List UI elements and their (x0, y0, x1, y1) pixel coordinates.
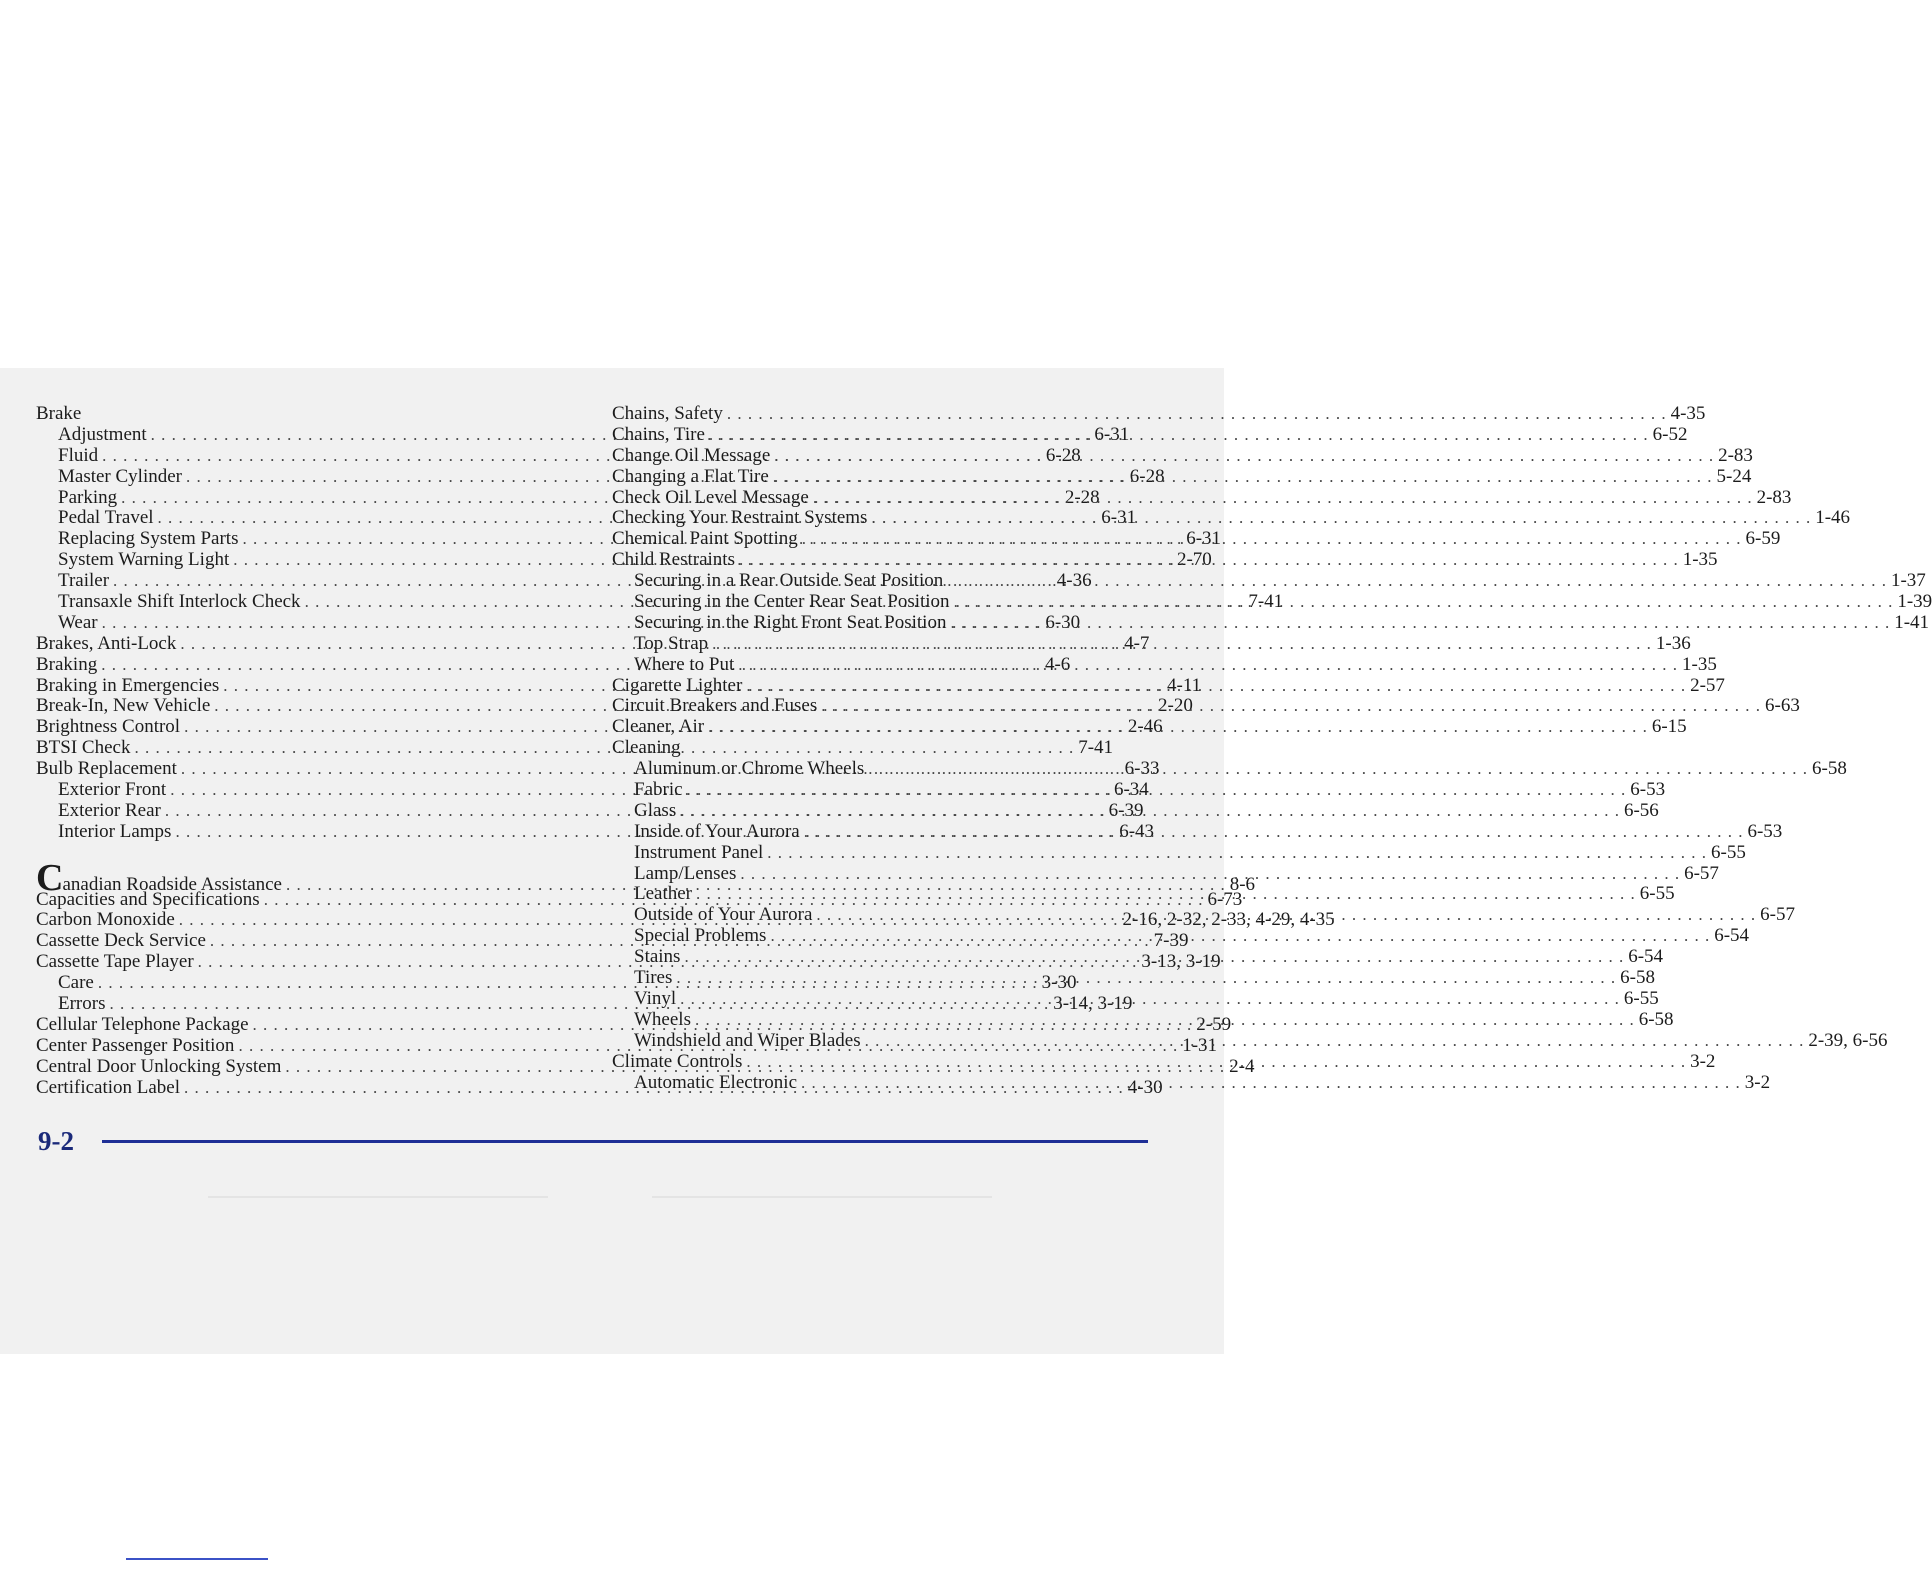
index-entry-text: Braking (36, 653, 98, 675)
index-entry-label (36, 634, 176, 655)
index-entry-text: Pedal Travel (58, 507, 154, 529)
index-entry (612, 967, 1655, 989)
index-entry-text: Brightness Control (36, 716, 181, 738)
index-entry-page: 6-73 (1207, 888, 1243, 910)
index-entry-label (58, 467, 182, 488)
index-entry-page: 6-55 (1711, 841, 1746, 863)
index-entry-page: 3-2 (1744, 1071, 1771, 1093)
index-entry-page: 1-36 (1655, 632, 1691, 654)
index-entry-text: Fluid (58, 444, 99, 466)
index-entry-text: Child Restraints (612, 549, 735, 571)
index-entry-label (36, 890, 260, 911)
index-entry-text: Central Door Unlocking System (36, 1055, 282, 1077)
index-entry-page: 4-6 (1044, 653, 1071, 675)
index-entry-label (36, 1036, 234, 1057)
index-entry-page: 2-39, 6-56 (1808, 1029, 1888, 1051)
index-entry-text: Chemical Paint Spotting (612, 528, 798, 550)
index-entry-page: 5-24 (1716, 465, 1752, 487)
bottom-link-line (126, 1558, 268, 1560)
index-entry-label (58, 508, 154, 529)
dot-leader (708, 634, 1656, 655)
index-entry-label (58, 550, 229, 571)
index-entry-label (36, 717, 180, 738)
index-entry-label (634, 905, 812, 926)
index-entry-page: 6-31 (1186, 528, 1222, 550)
index-entry-text: Braking in Emergencies (36, 674, 220, 696)
index-entry-page: 4-11 (1167, 674, 1202, 696)
index-entry-page: 3-13, 3-19 (1141, 951, 1221, 973)
index-entry-label (634, 613, 946, 634)
index-entry-label (634, 571, 943, 592)
index-entry-text: Changing a Flat Tire (612, 465, 769, 487)
index-entry-label (634, 655, 734, 676)
index-entry-label (634, 759, 864, 780)
dot-leader (683, 780, 1631, 801)
index-entry-text: Aluminum or Chrome Wheels (634, 758, 865, 780)
index-entry-page: 2-16, 2-32, 2-33, 4-29, 4-35 (1122, 909, 1335, 931)
dot-leader (797, 1073, 1745, 1094)
index-entry-label (58, 613, 98, 634)
dot-leader (861, 1031, 1809, 1052)
faint-divider (208, 1196, 548, 1198)
index-entry-label (634, 1010, 691, 1031)
index-entry-text: Chains, Safety (612, 403, 723, 424)
index-entry-page: 1-39 (1897, 591, 1932, 613)
index-entry (612, 758, 1847, 780)
index-entry-text: Cassette Tape Player (36, 951, 194, 973)
dot-leader (766, 926, 1714, 947)
dot-leader (736, 864, 1684, 885)
index-entry-text: Wear (58, 611, 98, 633)
index-entry-text: Center Passenger Position (36, 1034, 235, 1056)
index-entry-page: 1-37 (1890, 570, 1926, 592)
index-entry-label (58, 592, 301, 613)
index-entry-text: Exterior Rear (58, 799, 161, 821)
index-entry-page: 7-41 (1078, 737, 1114, 759)
index-entry (612, 653, 1717, 676)
index-entry-label (58, 425, 147, 446)
index-entry-label (612, 676, 742, 697)
index-entry-page: 6-57 (1684, 862, 1719, 884)
index-entry-text: Windshield and Wiper Blades (634, 1029, 861, 1051)
index-entry-text: Automatic Electronic (634, 1071, 798, 1093)
index-entry-text: Care (58, 972, 94, 994)
index-entry-text: Master Cylinder (58, 465, 183, 487)
index-entry (612, 820, 1783, 843)
index-entry-page: 1-35 (1682, 549, 1718, 571)
index-entry-label (58, 488, 117, 509)
index-entry-page: 1-46 (1815, 507, 1851, 529)
index-entry (612, 570, 1926, 592)
index-entry-text: Where to Put (634, 653, 735, 675)
index-entry-label (612, 738, 681, 759)
dot-leader (676, 989, 1624, 1010)
index-entry-page: 6-55 (1623, 987, 1659, 1009)
index-entry-text: Wheels (634, 1008, 691, 1030)
index-entry-page: 6-30 (1045, 611, 1081, 633)
index-entry-text: Circuit Breakers and Fuses (612, 695, 818, 717)
dot-leader (742, 676, 1690, 697)
index-entry-label (58, 529, 238, 550)
index-entry-page: 7-39 (1153, 930, 1189, 952)
index-entry-label (58, 446, 98, 467)
index-entry-label (58, 822, 171, 843)
index-entry-page: 2-28 (1064, 486, 1100, 508)
index-entry-text: Interior Lamps (58, 820, 172, 842)
index-entry-label (634, 801, 676, 822)
index-entry-label (612, 1052, 742, 1073)
index-entry-label (634, 884, 692, 905)
index-entry-text: Exterior Front (58, 779, 167, 801)
index-entry-page: 2-83 (1718, 444, 1753, 466)
index-entry-text: Glass (634, 799, 677, 821)
index-entry-label (36, 931, 206, 952)
index-entry (612, 423, 1688, 446)
index-entry-page: 2-4 (1229, 1055, 1255, 1077)
index-entry-page: 8-6 (1229, 873, 1256, 895)
index-entry-label (612, 488, 809, 509)
index-entry (612, 716, 1687, 738)
index-entry-label (612, 446, 770, 467)
index-entry-text: Certification Label (36, 1076, 181, 1098)
index-entry-text: Lamp/Lenses (634, 862, 737, 884)
index-entry-text: Trailer (58, 570, 110, 592)
index-entry (612, 507, 1851, 529)
index-entry (612, 403, 1706, 425)
index-entry-label (612, 404, 723, 425)
index-entry (612, 841, 1746, 864)
index-entry (36, 404, 572, 425)
index-entry-page: 2-70 (1176, 549, 1212, 571)
dot-leader (950, 592, 1898, 613)
index-entry-label (36, 696, 210, 717)
index-entry-page: 3-2 (1690, 1050, 1716, 1072)
dot-leader (705, 425, 1653, 446)
footer-rule (102, 1140, 1148, 1143)
faint-divider (652, 1196, 992, 1198)
index-entry-text: Change Oil Message (612, 444, 771, 466)
index-entry-text: Check Oil Level Message (612, 486, 809, 508)
index-entry-text: Securing in the Right Front Seat Position (634, 611, 947, 633)
dot-leader (680, 947, 1628, 968)
index-entry (612, 738, 1148, 759)
index-entry (612, 799, 1659, 822)
index-entry-label (36, 655, 97, 676)
index-entry-page: 2-20 (1158, 695, 1193, 717)
index-entry-page: 2-59 (1196, 1013, 1232, 1035)
index-entry-page: 6-58 (1638, 1008, 1674, 1030)
index-entry-label (36, 1078, 180, 1099)
index-entry-label (58, 994, 105, 1015)
index-entry-text: Climate Controls (612, 1050, 743, 1072)
dot-leader (809, 488, 1757, 509)
index-entry-label (36, 910, 175, 931)
page-number: 9-2 (38, 1126, 74, 1156)
index-entry-label (612, 696, 817, 717)
index-entry-label (634, 780, 683, 801)
index-entry-page: 6-28 (1045, 444, 1081, 466)
index-entry-label (634, 947, 680, 968)
index-entry-page: 4-7 (1124, 632, 1150, 654)
index-entry-label (612, 717, 704, 738)
dot-leader (800, 822, 1748, 843)
index-entry-text: Inside of Your Aurora (634, 820, 800, 842)
index-entry-label (634, 634, 708, 655)
index-entry-label (634, 926, 766, 947)
dot-leader (867, 508, 1815, 529)
index-entry-label (36, 404, 81, 425)
index-entry-page: 2-83 (1756, 486, 1792, 508)
index-entry-page: 6-31 (1094, 423, 1130, 445)
index-entry-page: 1-35 (1682, 653, 1717, 675)
index-entry-text: Cigarette Lighter (612, 674, 743, 696)
index-entry-page: 6-33 (1124, 758, 1160, 780)
dot-leader (735, 550, 1683, 571)
index-entry-page: 6-39 (1108, 799, 1144, 821)
index-entry-label (36, 759, 177, 780)
index-entry-text: Capacities and Specifications (36, 888, 260, 910)
index-entry-text: Special Problems (634, 925, 767, 947)
index-entry-text: Cleaner, Air (612, 716, 705, 738)
dot-leader (704, 717, 1652, 738)
index-entry-text: Leather (634, 883, 693, 905)
index-entry-text: anadian Roadside Assistance (62, 873, 282, 895)
page-footer (36, 1126, 1148, 1160)
index-entry-label (58, 973, 94, 994)
index-entry-text: Stains (634, 946, 681, 968)
index-entry-page: 6-34 (1113, 779, 1149, 801)
index-entry-page: 6-58 (1812, 758, 1847, 780)
index-entry-page: 6-53 (1747, 820, 1783, 842)
index-entry-page: 4-35 (1670, 403, 1706, 424)
index-entry-text: Securing in a Rear Outside Seat Position (634, 570, 944, 592)
dot-leader (864, 759, 1812, 780)
dot-leader (742, 1052, 1690, 1073)
index-entry-page: 2-57 (1690, 674, 1725, 696)
index-entry-text: Brake (36, 403, 82, 424)
index-entry-page: 6-54 (1714, 925, 1750, 947)
index-entry-text: Fabric (634, 779, 683, 801)
index-entry-label (634, 968, 672, 989)
index-entry-text: Cleaning (612, 737, 681, 759)
index-entry-label (36, 1015, 249, 1036)
index-entry-label (612, 425, 705, 446)
index-entry (612, 444, 1753, 467)
index-entry-page: 3-14, 3-19 (1053, 993, 1133, 1015)
index-entry-text: Outside of Your Aurora (634, 904, 813, 926)
dot-leader (946, 613, 1894, 634)
index-entry-page: 6-63 (1765, 695, 1800, 717)
index-entry-text: Replacing System Parts (58, 528, 239, 550)
index-entry-page: 4-36 (1056, 570, 1092, 592)
index-entry-label (36, 738, 130, 759)
index-entry-label (634, 864, 736, 885)
index-entry-text: Parking (58, 486, 118, 508)
index-entry-page: 3-30 (1041, 972, 1077, 994)
index-entry-page: 7-41 (1248, 591, 1284, 613)
index-entry (612, 632, 1691, 655)
index-entry-text: Vinyl (634, 987, 677, 1009)
index-entry (612, 611, 1930, 634)
index-entry-label (634, 822, 800, 843)
drop-cap-letter: C (36, 856, 63, 899)
dot-leader (692, 884, 1640, 905)
dot-leader (943, 571, 1891, 592)
index-entry-text: Chains, Tire (612, 423, 705, 445)
index-entry-text: Checking Your Restraint Systems (612, 507, 868, 529)
index-entry-text: Adjustment (58, 423, 147, 445)
dot-leader (734, 655, 1682, 676)
dot-leader (769, 467, 1717, 488)
index-entry-text: Bulb Replacement (36, 758, 177, 780)
dot-leader (798, 529, 1746, 550)
index-entry-text: Instrument Panel (634, 841, 764, 863)
index-entry-page: 2-46 (1127, 716, 1163, 738)
index-entry-label (612, 529, 798, 550)
index-entry-page: 6-56 (1623, 799, 1659, 821)
index-entry-text: Cellular Telephone Package (36, 1013, 249, 1035)
index-entry-page: 6-59 (1745, 528, 1781, 550)
index-entry-text: Carbon Monoxide (36, 909, 175, 931)
index-entry-label (58, 571, 109, 592)
index-entry-text: BTSI Check (36, 737, 131, 759)
index-entry-page: 1-31 (1182, 1034, 1218, 1056)
dot-leader (672, 968, 1620, 989)
dot-leader (691, 1010, 1639, 1031)
index-entry-page: 6-55 (1639, 883, 1675, 905)
index-entry-page: 6-57 (1760, 904, 1795, 926)
index-entry-label (634, 1031, 861, 1052)
index-entry-page: 6-54 (1628, 946, 1664, 968)
index-entry-text: Cassette Deck Service (36, 930, 206, 952)
index-entry-text: Break-In, New Vehicle (36, 695, 211, 717)
dot-leader (817, 696, 1765, 717)
index-entry-text: Tires (634, 967, 673, 989)
index-entry-label (634, 592, 950, 613)
index-entry-page: 6-58 (1620, 967, 1655, 989)
index-entry-page: 6-15 (1651, 716, 1687, 738)
index-entry (612, 987, 1659, 1010)
index-entry-page: 6-31 (1101, 507, 1137, 529)
index-entry (612, 486, 1792, 509)
index-entry-label (634, 989, 676, 1010)
index-entry-text: Top Strap (634, 632, 709, 654)
dot-leader (763, 843, 1711, 864)
index-entry-label (58, 780, 166, 801)
index-entry-label (612, 508, 867, 529)
index-entry-text: Securing in the Center Rear Seat Position (634, 591, 950, 613)
dot-leader (770, 446, 1718, 467)
index-entry-label (58, 801, 161, 822)
index-entry-page: 6-28 (1129, 465, 1165, 487)
index-entry-label (612, 467, 769, 488)
index-entry-text: Errors (58, 993, 106, 1015)
index-entry-page: 6-43 (1119, 820, 1155, 842)
index-entry-text: Transaxle Shift Interlock Check (58, 591, 301, 613)
index-entry-page: 1-41 (1894, 611, 1930, 633)
index-entry-label (36, 1057, 281, 1078)
dot-leader (812, 905, 1760, 926)
index-entry-label (36, 952, 194, 973)
index-entry-label (36, 676, 219, 697)
dot-leader (723, 404, 1671, 425)
index-entry-label (634, 1073, 797, 1094)
index-entry-text: Brakes, Anti-Lock (36, 632, 177, 654)
index-entry-text: System Warning Light (58, 549, 230, 571)
index-entry-label (612, 550, 735, 571)
index-entry-page: 4-30 (1127, 1076, 1163, 1098)
index-entry-page: 6-53 (1630, 779, 1666, 801)
index-entry (612, 779, 1666, 801)
dot-leader (676, 801, 1624, 822)
index-entry-page: 6-52 (1652, 423, 1688, 445)
index-entry-label (634, 843, 763, 864)
